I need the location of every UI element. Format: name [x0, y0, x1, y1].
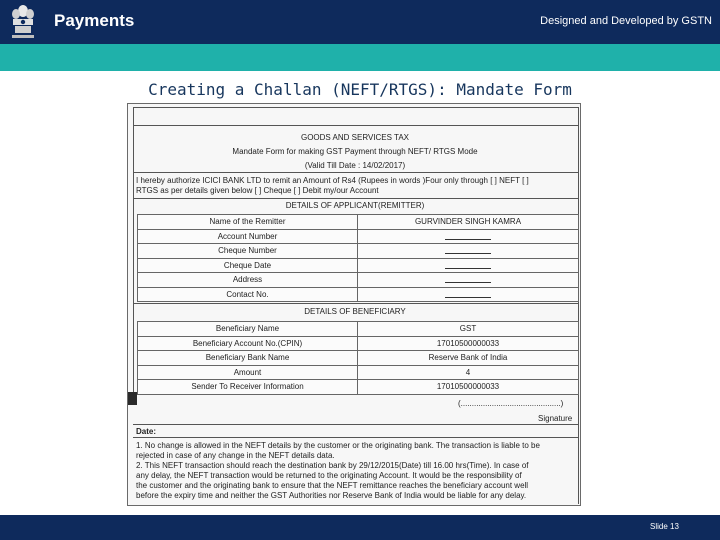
note-line: the customer and the originating bank to ensure that the NEFT remittance reaches the beneficiary account well — [136, 481, 529, 490]
credit-text: Designed and Developed by GSTN — [540, 15, 712, 27]
applicant-label: Contact No. — [138, 287, 358, 302]
beneficiary-label: Beneficiary Account No.(CPIN) — [138, 336, 358, 351]
beneficiary-value: Reserve Bank of India — [358, 351, 579, 366]
table-row — [138, 244, 579, 259]
beneficiary-value: GST — [358, 322, 579, 337]
slide-number: Slide 13 — [650, 522, 679, 531]
table-row — [138, 215, 579, 230]
note-line: any delay, the NEFT transaction would be returned to the originating Account. It would be the responsibility of — [136, 471, 522, 480]
page-title: Creating a Challan (NEFT/RTGS): Mandate Form — [148, 80, 572, 99]
form-divider — [133, 303, 579, 304]
table-row — [138, 365, 579, 380]
form-border-line — [133, 107, 579, 108]
beneficiary-label: Amount — [138, 365, 358, 380]
header-bar — [0, 0, 720, 44]
beneficiary-table — [137, 321, 579, 395]
note-line: before the expiry time and neither the GST Authorities nor Reserve Bank of India would be liable for any delay. — [136, 491, 527, 500]
app-title: Payments — [54, 11, 135, 30]
note-line: rejected in case of any change in the NEFT details data. — [136, 451, 335, 460]
applicant-label: Cheque Date — [138, 258, 358, 273]
signature-label: Signature — [538, 414, 573, 423]
applicant-value-blank — [358, 273, 579, 288]
applicant-value-blank — [358, 287, 579, 302]
beneficiary-label: Beneficiary Name — [138, 322, 358, 337]
note-line: 2. This NEFT transaction should reach the destination bank by 29/12/2015(Date) till 16.00 hrs(Time). In case of — [136, 461, 529, 470]
form-divider — [133, 198, 579, 199]
scan-artifact-strip — [128, 392, 137, 405]
table-row — [138, 351, 579, 366]
applicant-value-blank — [358, 244, 579, 259]
beneficiary-label: Beneficiary Bank Name — [138, 351, 358, 366]
authorize-text-line1: I hereby authorize ICICI BANK LTD to remit an Amount of Rs4 (Rupees in words )Four only through [ ] NEFT [ ] — [136, 176, 529, 185]
form-divider — [133, 424, 579, 425]
date-label: Date: — [136, 427, 157, 436]
applicant-value-blank — [358, 229, 579, 244]
applicant-label: Name of the Remitter — [138, 215, 358, 230]
beneficiary-value: 17010500000033 — [358, 336, 579, 351]
form-divider — [133, 437, 579, 438]
authorize-text-line2: RTGS as per details given below [ ] Cheque [ ] Debit my/our Account — [136, 186, 379, 195]
form-divider — [133, 172, 579, 173]
table-row — [138, 380, 579, 395]
table-row — [138, 322, 579, 337]
valid-till-text: (Valid Till Date : 14/02/2017) — [304, 161, 406, 170]
note-line: 1. No change is allowed in the NEFT details by the customer or the originating bank. The transaction is liable to be — [136, 441, 540, 450]
signature-placeholder: (.............................................) — [458, 399, 564, 408]
applicant-label: Cheque Number — [138, 244, 358, 259]
table-row — [138, 273, 579, 288]
applicant-table — [137, 214, 579, 302]
applicant-label: Address — [138, 273, 358, 288]
applicant-heading: DETAILS OF APPLICANT(REMITTER) — [285, 201, 425, 210]
accent-band — [0, 44, 720, 71]
national-emblem-icon — [6, 2, 40, 42]
beneficiary-heading: DETAILS OF BENEFICIARY — [304, 307, 406, 316]
beneficiary-label: Sender To Receiver Information — [138, 380, 358, 395]
table-row — [138, 229, 579, 244]
footer-bar — [0, 515, 720, 540]
table-row — [138, 258, 579, 273]
form-border-line — [133, 125, 579, 126]
beneficiary-value: 17010500000033 — [358, 380, 579, 395]
table-row — [138, 336, 579, 351]
table-row — [138, 287, 579, 302]
applicant-value: GURVINDER SINGH KAMRA — [358, 215, 579, 230]
mandate-form — [127, 103, 581, 506]
form-heading: GOODS AND SERVICES TAX — [300, 133, 410, 142]
applicant-label: Account Number — [138, 229, 358, 244]
applicant-value-blank — [358, 258, 579, 273]
beneficiary-value: 4 — [358, 365, 579, 380]
form-subheading: Mandate Form for making GST Payment through NEFT/ RTGS Mode — [232, 147, 478, 156]
